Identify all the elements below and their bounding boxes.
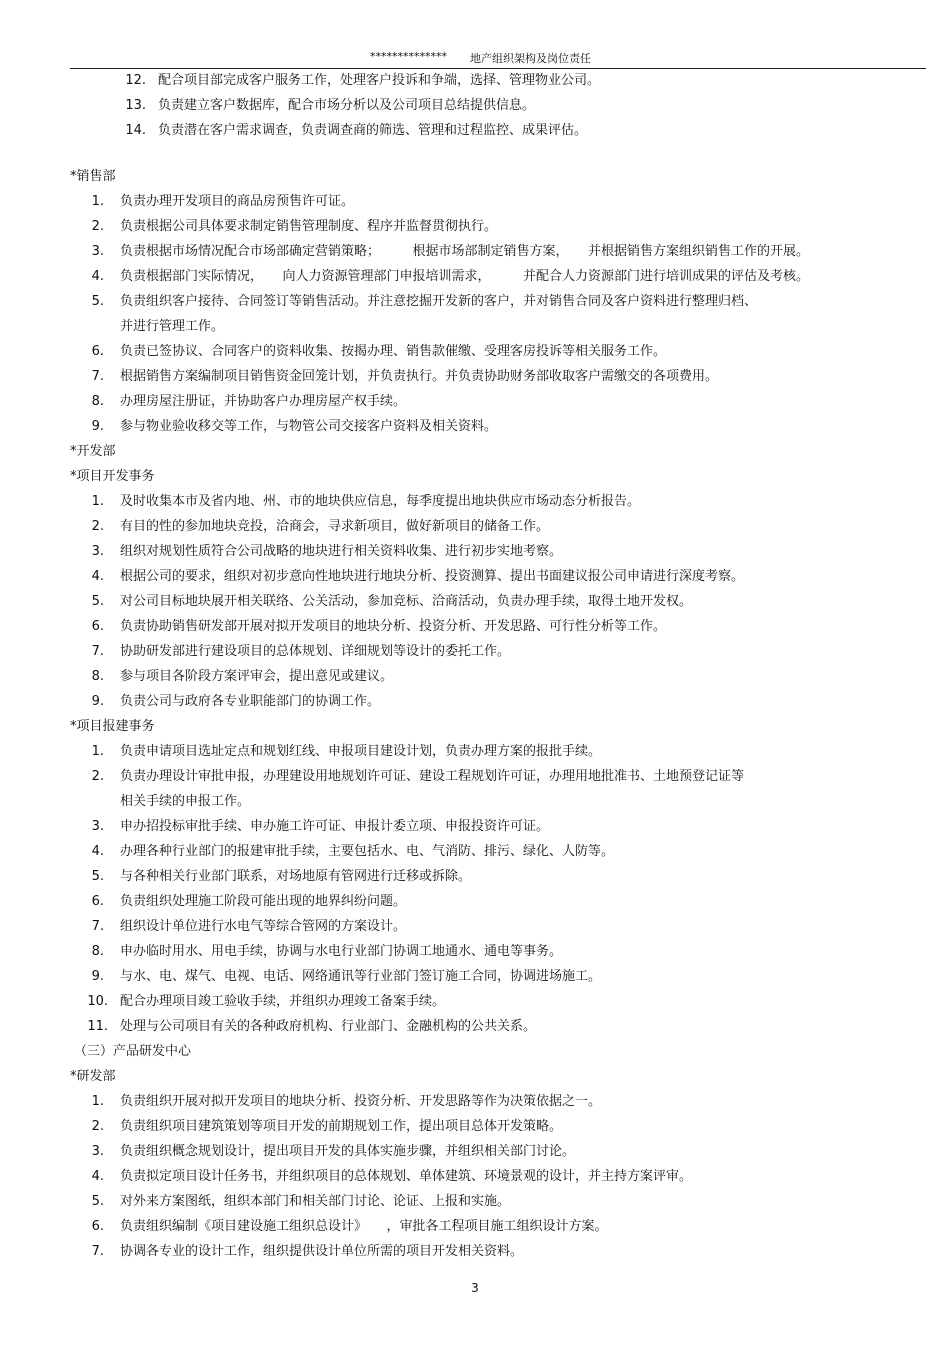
item-number: 5. [91, 594, 104, 609]
section-heading [0, 1064, 950, 1089]
item-text-continued: 并进行管理工作。 [120, 319, 225, 334]
item-number: 5. [91, 294, 104, 309]
list-item [0, 889, 950, 914]
subsection-heading [0, 714, 950, 739]
item-text: 负责建立客户数据库，配合市场分析以及公司项目总结提供信息。 [158, 98, 536, 113]
list-item [0, 764, 950, 789]
item-number: 4. [91, 569, 104, 584]
list-item [0, 964, 950, 989]
item-number: 4. [91, 1169, 104, 1184]
section-heading [0, 439, 950, 464]
header-title: 地产组织架构及岗位责任 [470, 52, 591, 65]
list-item [0, 639, 950, 664]
item-text: 负责办理设计审批申报，办理建设用地规划许可证、建设工程规划许可证，办理用地批准书、土地预登记证等 [120, 769, 745, 784]
item-number: 12. [125, 73, 146, 88]
header-stars: ************** [370, 50, 447, 63]
list-item [0, 1239, 950, 1264]
item-text: 负责根据市场情况配合市场部确定营销策略； 根据市场部制定销售方案， 并根据销售方案组织销售工作的开展。 [120, 244, 810, 259]
list-item [0, 339, 950, 364]
list-item [0, 289, 950, 314]
item-number: 10. [87, 994, 108, 1009]
item-number: 2. [91, 1119, 104, 1134]
item-text: 与各种相关行业部门联系，对场地原有管网进行迁移或拆除。 [120, 869, 472, 884]
list-item-continuation [0, 314, 950, 339]
list-item [0, 989, 950, 1014]
item-number: 8. [91, 669, 104, 684]
section-heading [0, 164, 950, 189]
heading-text: *研发部 [70, 1069, 116, 1084]
list-item [0, 939, 950, 964]
item-text: 负责申请项目选址定点和规划红线、申报项目建设计划，负责办理方案的报批手续。 [120, 744, 602, 759]
item-number: 1. [91, 194, 104, 209]
item-number: 1. [91, 494, 104, 509]
item-number: 2. [91, 769, 104, 784]
item-number: 3. [91, 244, 104, 259]
item-number: 7. [91, 644, 104, 659]
list-item [0, 614, 950, 639]
item-number: 6. [91, 619, 104, 634]
page-header [0, 48, 950, 68]
list-item [0, 389, 950, 414]
list-item [0, 1089, 950, 1114]
item-number: 9. [91, 969, 104, 984]
heading-text: *项目开发事务 [70, 469, 155, 484]
item-number: 8. [91, 394, 104, 409]
item-number: 7. [91, 919, 104, 934]
heading-text: *项目报建事务 [70, 719, 155, 734]
list-item [0, 564, 950, 589]
list-item [0, 364, 950, 389]
item-number: 4. [91, 269, 104, 284]
item-number: 9. [91, 419, 104, 434]
item-number: 9. [91, 694, 104, 709]
item-text: 负责组织项目建筑策划等项目开发的前期规划工作，提出项目总体开发策略。 [120, 1119, 563, 1134]
item-text: 参与项目各阶段方案评审会，提出意见或建议。 [120, 669, 394, 684]
center-heading [0, 1039, 950, 1064]
item-text: 申办招投标审批手续、申办施工许可证、申报计委立项、申报投资许可证。 [120, 819, 550, 834]
list-item [0, 864, 950, 889]
list-item [0, 239, 950, 264]
item-text: 负责协助销售研发部开展对拟开发项目的地块分析、投资分析、开发思路、可行性分析等工作。 [120, 619, 667, 634]
item-number: 1. [91, 744, 104, 759]
list-item [0, 539, 950, 564]
item-text: 负责根据公司具体要求制定销售管理制度、程序并监督贯彻执行。 [120, 219, 498, 234]
heading-text: *销售部 [70, 169, 116, 184]
item-text: 负责组织客户接待、合同签订等销售活动。并注意挖掘开发新的客户，并对销售合同及客户资料进行整理归档、 [120, 294, 758, 309]
item-number: 5. [91, 869, 104, 884]
item-text: 有目的性的参加地块竞投，洽商会，寻求新项目，做好新项目的储备工作。 [120, 519, 550, 534]
list-item [0, 414, 950, 439]
list-item [0, 1139, 950, 1164]
item-text: 对外来方案图纸，组织本部门和相关部门讨论、论证、上报和实施。 [120, 1194, 511, 1209]
heading-text: *开发部 [70, 444, 116, 459]
item-number: 7. [91, 1244, 104, 1259]
item-text: 对公司目标地块展开相关联络、公关活动，参加竞标、洽商活动，负责办理手续，取得土地开发权。 [120, 594, 693, 609]
heading-text: （三）产品研发中心 [74, 1044, 192, 1059]
item-number: 3. [91, 1144, 104, 1159]
item-text: 负责组织处理施工阶段可能出现的地界纠纷问题。 [120, 894, 407, 909]
list-item [0, 214, 950, 239]
item-number: 5. [91, 1194, 104, 1209]
list-item [0, 1189, 950, 1214]
item-number: 14. [125, 123, 146, 138]
item-text: 负责公司与政府各专业职能部门的协调工作。 [120, 694, 381, 709]
item-text: 负责拟定项目设计任务书，并组织项目的总体规划、单体建筑、环境景观的设计，并主持方案评审。 [120, 1169, 693, 1184]
item-text: 办理房屋注册证，并协助客户办理房屋产权手续。 [120, 394, 407, 409]
item-text: 负责根据部门实际情况， 向人力资源管理部门申报培训需求， 并配合人力资源部门进行培训成果的评估及考核。 [120, 269, 810, 284]
item-text: 办理各种行业部门的报建审批手续，主要包括水、电、气消防、排污、绿化、人防等。 [120, 844, 615, 859]
item-text: 组织设计单位进行水电气等综合管网的方案设计。 [120, 919, 407, 934]
list-item [0, 514, 950, 539]
list-item [0, 489, 950, 514]
item-number: 4. [91, 844, 104, 859]
list-item [0, 93, 950, 118]
item-text: 负责组织开展对拟开发项目的地块分析、投资分析、开发思路等作为决策依据之一。 [120, 1094, 602, 1109]
list-item [0, 189, 950, 214]
subsection-heading [0, 464, 950, 489]
item-number: 11. [87, 1019, 108, 1034]
item-number: 13. [125, 98, 146, 113]
item-text: 配合项目部完成客户服务工作，处理客户投诉和争端，选择、管理物业公司。 [158, 73, 601, 88]
item-text: 根据公司的要求，组织对初步意向性地块进行地块分析、投资测算、提出书面建议报公司申请进行深度考察。 [120, 569, 745, 584]
list-item [0, 1014, 950, 1039]
list-item [0, 118, 950, 143]
item-text: 协助研发部进行建设项目的总体规划、详细规划等设计的委托工作。 [120, 644, 511, 659]
item-text: 配合办理项目竣工验收手续，并组织办理竣工备案手续。 [120, 994, 446, 1009]
item-text: 负责组织概念规划设计，提出项目开发的具体实施步骤，并组织相关部门讨论。 [120, 1144, 576, 1159]
list-item [0, 264, 950, 289]
list-item [0, 739, 950, 764]
item-text: 根据销售方案编制项目销售资金回笼计划，并负责执行。并负责协助财务部收取客户需缴交的各项费用。 [120, 369, 719, 384]
item-text: 负责办理开发项目的商品房预售许可证。 [120, 194, 355, 209]
list-item [0, 68, 950, 93]
item-number: 7. [91, 369, 104, 384]
item-text: 及时收集本市及省内地、州、市的地块供应信息，每季度提出地块供应市场动态分析报告。 [120, 494, 641, 509]
item-number: 6. [91, 344, 104, 359]
item-number: 2. [91, 519, 104, 534]
item-number: 3. [91, 819, 104, 834]
item-text: 处理与公司项目有关的各种政府机构、行业部门、金融机构的公共关系。 [120, 1019, 537, 1034]
page-number: 3 [471, 1281, 479, 1295]
item-number: 1. [91, 1094, 104, 1109]
item-number: 2. [91, 219, 104, 234]
list-item [0, 664, 950, 689]
list-item [0, 914, 950, 939]
item-text: 负责已签协议、合同客户的资料收集、按揭办理、销售款催缴、受理客房投诉等相关服务工作。 [120, 344, 667, 359]
item-text: 负责潜在客户需求调查，负责调查商的筛选、管理和过程监控、成果评估。 [158, 123, 588, 138]
item-text: 负责组织编制《项目建设施工组织总设计》 ，审批各工程项目施工组织设计方案。 [120, 1219, 608, 1234]
list-item [0, 689, 950, 714]
list-item [0, 814, 950, 839]
list-item [0, 1214, 950, 1239]
item-number: 6. [91, 1219, 104, 1234]
item-text: 组织对规划性质符合公司战略的地块进行相关资料收集、进行初步实地考察。 [120, 544, 563, 559]
item-text: 与水、电、煤气、电视、电话、网络通讯等行业部门签订施工合同，协调进场施工。 [120, 969, 602, 984]
list-item [0, 1114, 950, 1139]
item-number: 6. [91, 894, 104, 909]
item-text: 协调各专业的设计工作，组织提供设计单位所需的项目开发相关资料。 [120, 1244, 524, 1259]
list-item [0, 839, 950, 864]
document-body [0, 68, 950, 1264]
list-item [0, 589, 950, 614]
item-text: 参与物业验收移交等工作，与物管公司交接客户资料及相关资料。 [120, 419, 498, 434]
list-item [0, 1164, 950, 1189]
list-item-continuation [0, 789, 950, 814]
item-number: 3. [91, 544, 104, 559]
item-text-continued: 相关手续的申报工作。 [120, 794, 251, 809]
item-number: 8. [91, 944, 104, 959]
item-text: 申办临时用水、用电手续，协调与水电行业部门协调工地通水、通电等事务。 [120, 944, 563, 959]
